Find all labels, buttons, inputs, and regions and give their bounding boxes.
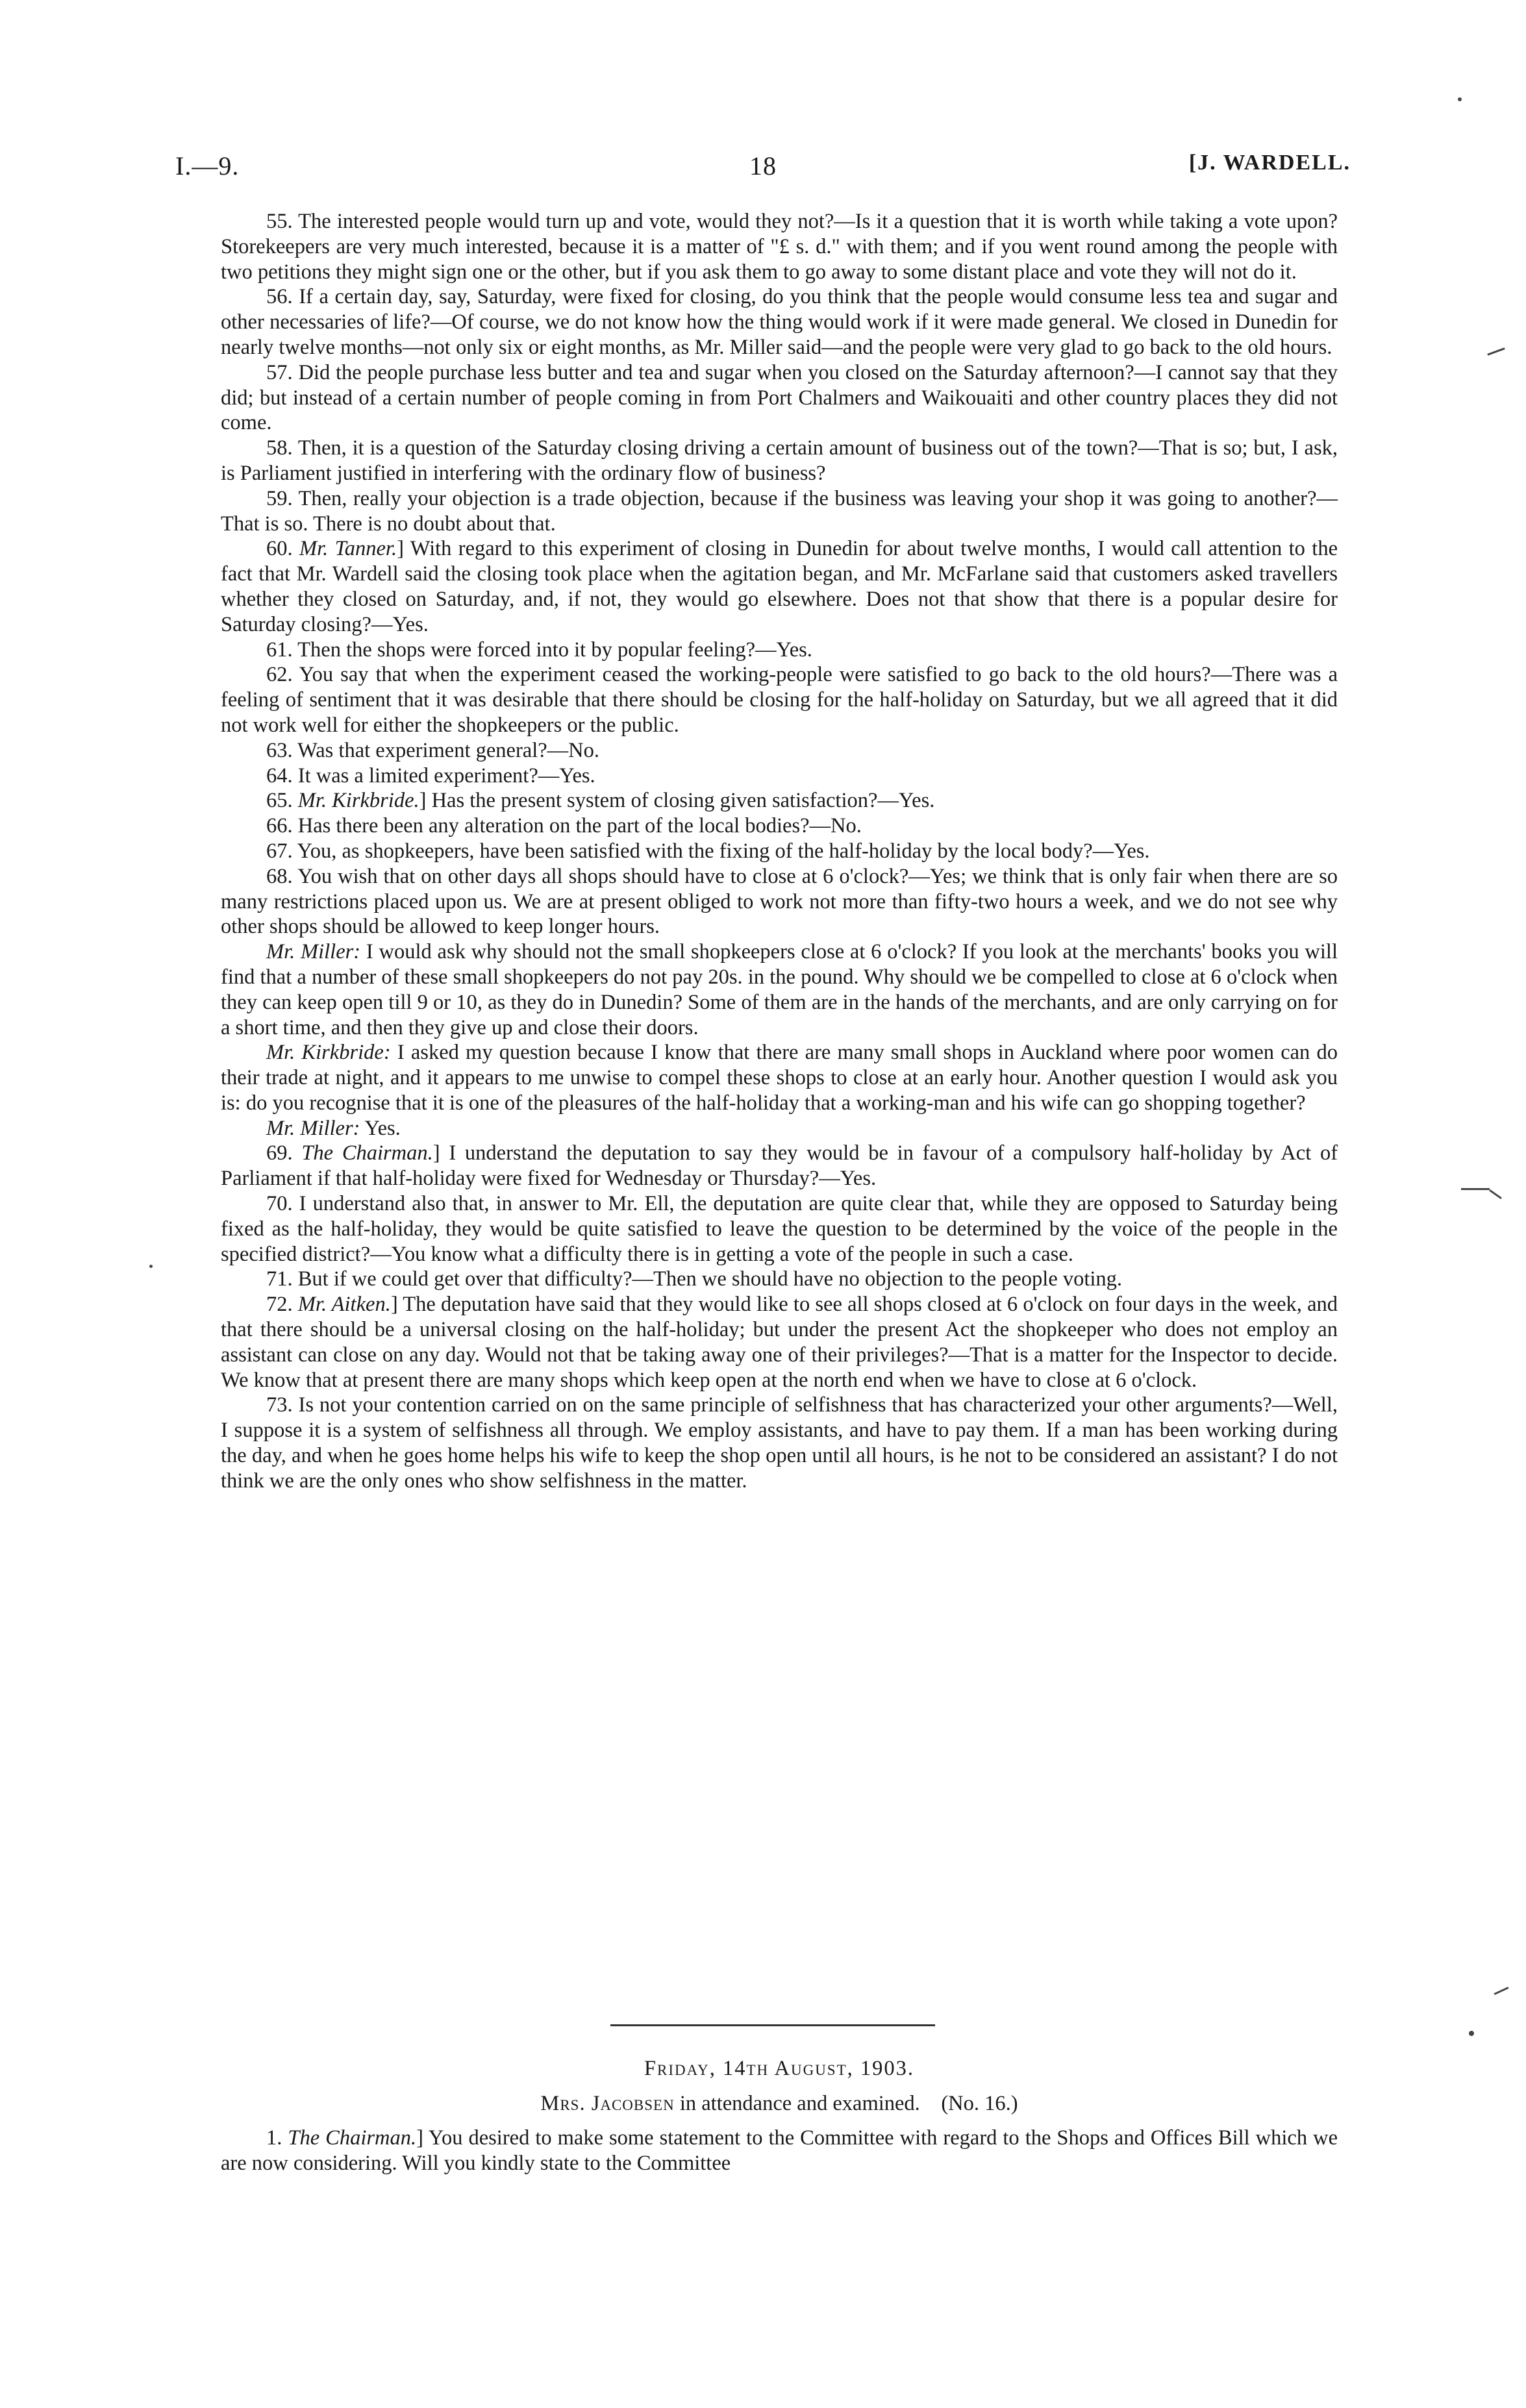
paragraph: 63. Was that experiment general?—No. [266, 738, 600, 762]
paragraph: 70. I understand also that, in answer to Mr. Ell, the deputation are quite clear that, while they are opposed to Saturday being fixed as the half-holiday, they would be quite satisfied to leave the question to be determined by the voice of the people in the specified district?—You know what a difficulty there is in getting a vote of the people in such a case. [221, 1192, 1338, 1266]
paragraph: Mr. Kirkbride: I asked my question because I know that there are many small shops in Auckland where poor women can do their trade at night, and it appears to me unwise to compel these shops to close at an early hour. Another question I would ask you is: do you recognise that it is one of the pleasures of the half-holiday that a working-man and his wife can go shopping together? [221, 1041, 1338, 1115]
paragraph: 69. The Chairman.] I understand the deputation to say they would be in favour of a compulsory half-holiday by Act of Parliament if that half-holiday were fixed for Wednesday or Thursday?—Yes. [221, 1141, 1338, 1191]
paragraph: 64. It was a limited experiment?—Yes. [266, 763, 595, 788]
evidence-text [221, 209, 1338, 1494]
scan-mark [1487, 347, 1505, 355]
paragraph: 67. You, as shopkeepers, have been satisfied with the fixing of the half-holiday by the local body?—Yes. [266, 839, 1150, 863]
paragraph: 72. Mr. Aitken.] The deputation have said that they would like to see all shops closed at 6 o'clock on four days in the week, and that there should be a universal closing on the half-holiday; but under the present Act the shopkeeper who does not employ an assistant can close on any day. Would not that be taking away one of their privileges?—That is a matter for the Inspector to decide. We know that at present there are many shops which keep open at the north end when we have to close at 6 o'clock. [221, 1293, 1338, 1392]
sitting-date: Friday, 14th August, 1903. [644, 2057, 915, 2080]
page-header [175, 151, 1351, 196]
evidence-continuation [221, 2126, 1338, 2176]
scan-mark [1489, 1189, 1502, 1199]
paragraph: 1. The Chairman.] You desired to make some statement to the Committee with regard to the Shops and Offices Bill which we are now considering. Will you kindly state to the Committee [221, 2126, 1338, 2175]
scan-mark [1494, 1987, 1508, 1995]
paragraph: 59. Then, really your objection is a trade objection, because if the business was leaving your shop it was going to another?—That is so. There is no doubt about that. [221, 486, 1338, 536]
witness-number: (No. 16.) [941, 2092, 1018, 2115]
paragraph: 56. If a certain day, say, Saturday, were fixed for closing, do you think that the people would consume less tea and sugar and other necessaries of life?—Of course, we do not know how the thing would work if it were made general. We closed in Dunedin for nearly twelve months—not only six or eight months, as Mr. Miller said—and the people were very glad to go back to the old hours. [221, 285, 1338, 359]
scan-mark [149, 1265, 153, 1268]
page-number: 18 [749, 151, 777, 180]
paragraph: 61. Then the shops were forced into it by popular feeling?—Yes. [266, 638, 812, 662]
scan-mark [1469, 2031, 1474, 2036]
paragraph: Mr. Miller: Yes. [266, 1116, 401, 1140]
scan-mark [1458, 97, 1462, 101]
paragraph: 58. Then, it is a question of the Saturday closing driving a certain amount of business out of the town?—That is so; but, I ask, is Parliament justified in interfering with the ordinary flow of business? [221, 436, 1338, 485]
paragraph: 62. You say that when the experiment ceased the working-people were satisfied to go back to the old hours?—There was a feeling of sentiment that it was desirable that there should be closing for the half-holiday on Saturday, but we all agreed that it did not work well for either the shopkeepers or the public. [221, 663, 1338, 737]
scan-mark [1461, 1188, 1490, 1190]
witness-line [221, 2092, 1338, 2116]
paragraph: Mr. Miller: I would ask why should not the small shopkeepers close at 6 o'clock? If you look at the merchants' books you will find that a number of these small shopkeepers do not pay 20s. in the pound. Why should we be compelled to close at 6 o'clock when they can keep open till 9 or 10, as they do in Dunedin? Some of them are in the hands of the merchants, and are only carrying on for a short time, and then they give up and close their doors. [221, 940, 1338, 1039]
paragraph: 73. Is not your contention carried on on the same principle of selfishness that has characterized your other arguments?—Well, I suppose it is a system of selfishness all through. We employ assistants, and have to pay them. If a man has been working during the day, and when he goes home helps his wife to keep the shop open until all hours, is he not to be considered an assistant? I do not think we are the only ones who show selfishness in the matter. [221, 1393, 1338, 1493]
paragraph: 71. But if we could get over that difficulty?—Then we should have no objection to the people voting. [266, 1267, 1123, 1291]
witness-name: Mrs. Jacobsen [540, 2092, 675, 2115]
paragraph: 60. Mr. Tanner.] With regard to this experiment of closing in Dunedin for about twelve months, I would call attention to the fact that Mr. Wardell said the closing took place when the agitation began, and Mr. McFarlane said that customers asked travellers whether they closed on Saturday, and, if not, they would go elsewhere. Does not that show that there is a popular desire for Saturday closing?—Yes. [221, 537, 1338, 636]
paragraph: 65. Mr. Kirkbride.] Has the present system of closing given satisfaction?—Yes. [266, 789, 935, 813]
paragraph: 57. Did the people purchase less butter and tea and sugar when you closed on the Saturday afternoon?—I cannot say that they did; but instead of a certain number of people coming in from Port Chalmers and Waikouaiti and other country places they did not come. [221, 360, 1338, 435]
paragraph: 68. You wish that on other days all shops should have to close at 6 o'clock?—Yes; we think that is only fair when there are so many restrictions placed upon us. We are at present obliged to work not more than fifty-two hours a week, and we do not see why other shops should be allowed to keep longer hours. [221, 864, 1338, 939]
paragraph: 55. The interested people would turn up and vote, would they not?—Is it a question that it is worth while taking a vote upon? Storekeepers are very much interested, because it is a matter of "£ s. d." with them; and if you went round among the people with two petitions they might sign one or the other, but if you ask them to go away to some distant place and vote they will not do it. [221, 210, 1338, 284]
paragraph: 66. Has there been any alteration on the part of the local bodies?—No. [266, 814, 862, 838]
witness-status: in attendance and examined. [674, 2092, 920, 2115]
running-head-witness: [J. WARDELL. [1188, 151, 1351, 175]
paper-reference: I.—9. [175, 151, 240, 180]
section-divider [610, 2024, 935, 2026]
